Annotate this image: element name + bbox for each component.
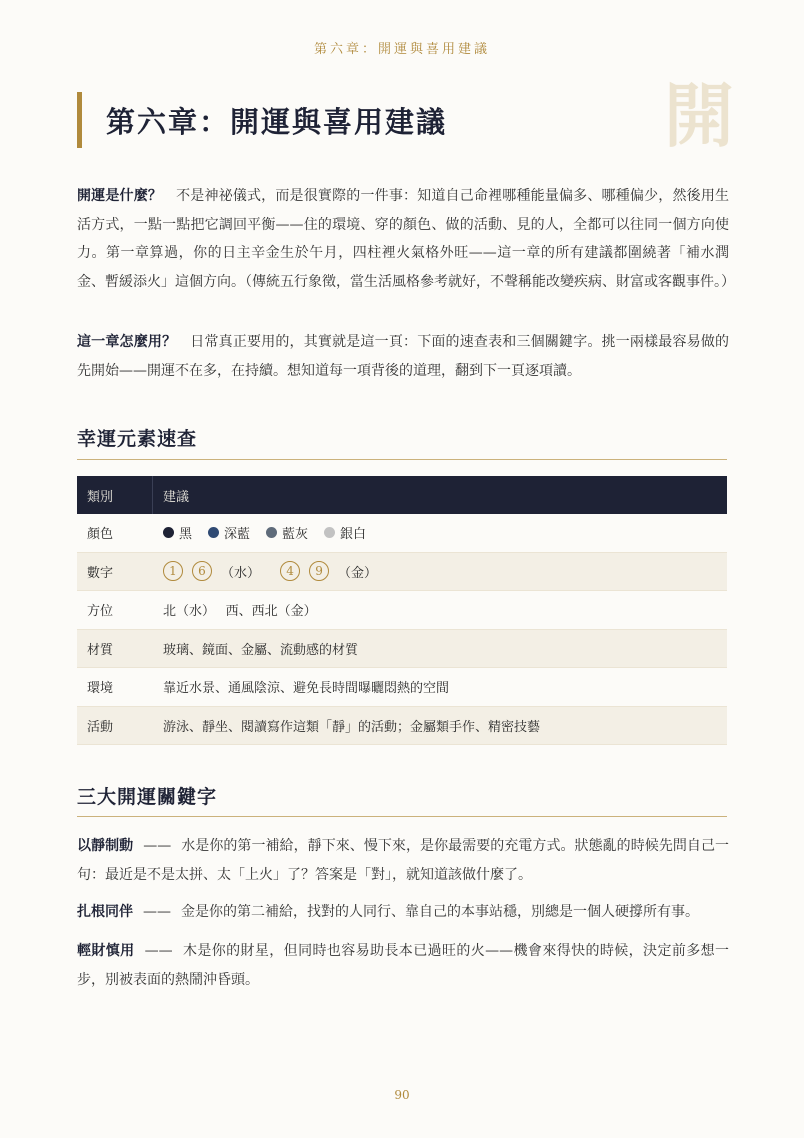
color-swatch-label: 深藍 <box>224 527 251 543</box>
lucky-heading: 幸運元素速查 <box>77 428 198 450</box>
intro-paragraph-how <box>77 328 729 385</box>
color-swatch-label: 藍灰 <box>282 527 309 543</box>
intro-label-how: 這一章怎麼用？ <box>77 334 177 350</box>
row-label: 方位 <box>87 604 114 620</box>
color-swatches <box>153 523 727 542</box>
row-label-color: 顏色 <box>87 527 114 543</box>
intro-paragraph-what <box>77 182 735 296</box>
keyword-term: 以靜制動 <box>77 838 134 854</box>
table-row-environment <box>77 668 727 707</box>
table-header-category: 類別 <box>77 476 153 514</box>
row-label: 活動 <box>87 719 114 735</box>
row-value: 北（水） 西、西北（金） <box>163 604 317 620</box>
intro-label-what: 開運是什麼？ <box>77 188 163 204</box>
running-header: 第六章：開運與喜用建議 <box>313 42 490 57</box>
keyword-text: 金是你的第二補給，找對的人同行、靠自己的本事站穩，別總是一個人硬撐所有事。 <box>181 904 699 920</box>
keywords-heading: 三大開運關鍵字 <box>77 786 218 808</box>
color-swatch-label: 銀白 <box>340 527 367 543</box>
chapter-watermark: 開 <box>664 74 734 157</box>
number-badge: 6 <box>192 561 212 581</box>
intro-text-how: 日常真正要用的，其實就是這一頁：下面的速查表和三個關鍵字。挑一兩樣最容易做的先開始——開運不在多，在持續。想知道每一項背後的道理，翻到下一頁逐項讀。 <box>77 334 730 379</box>
intro-text-what: 不是神祕儀式，而是很實際的一件事：知道自己命裡哪種能量偏多、哪種偏少，然後用生活方式，一點一點把它調回平衡——住的環境、穿的顏色、做的活動、見的人，全都可以往同一個方向使力。第一章算過，你的日主辛金生於午月，四柱裡火氣格外旺——這一章的所有建議都圍繞著「補水潤金、暫緩添火」這個方向。（傳統五行象徵，當生活風格參考就好，不聲稱能改變疾病、財富或客觀事件。） <box>77 188 735 290</box>
color-swatch <box>163 523 192 542</box>
chapter-title: 第六章：開運與喜用建議 <box>106 105 448 139</box>
row-value: 靠近水景、通風陰涼、避免長時間曝曬悶熱的空間 <box>163 681 450 697</box>
water-note: （水） <box>221 565 261 581</box>
table-row-color <box>77 514 727 553</box>
row-label: 材質 <box>87 642 114 658</box>
table-row-direction <box>77 591 727 630</box>
number-values <box>153 561 727 581</box>
row-label-number: 數字 <box>87 565 114 581</box>
keyword-term: 扎根同伴 <box>77 904 133 920</box>
table-row-activity <box>77 707 727 746</box>
table-header-row <box>77 476 727 514</box>
page-number: 90 <box>394 1088 410 1102</box>
row-label: 環境 <box>87 681 114 697</box>
keyword-item: 扎根同伴 —— 金是你的第二補給，找對的人同行、靠自己的本事站穩，別總是一個人硬撐所有事。 <box>77 904 699 920</box>
keyword-text: 水是你的第一補給，靜下來、慢下來，是你最需要的充電方式。狀態亂的時候先問自己一句：最近是不是太拼、太「上火」了？答案是「對」，就知道該做什麼了。 <box>77 838 729 883</box>
table-row-material <box>77 630 727 669</box>
table-header-advice: 建議 <box>163 489 190 505</box>
color-swatch <box>324 523 366 542</box>
number-badge: 9 <box>309 561 329 581</box>
color-dot-icon <box>324 527 335 538</box>
keywords-heading-rule <box>77 816 727 817</box>
color-dot-icon <box>163 527 174 538</box>
keyword-text: 木是你的財星，但同時也容易助長本已過旺的火——機會來得快的時候，決定前多想一步，別被表面的熱鬧沖昏頭。 <box>77 943 729 988</box>
row-value: 游泳、靜坐、閱讀寫作這類「靜」的活動；金屬類手作、精密技藝 <box>163 719 541 735</box>
color-dot-icon <box>208 527 219 538</box>
keyword-item: 以靜制動 —— 水是你的第一補給，靜下來、慢下來，是你最需要的充電方式。狀態亂的時候先問自己一句：最近是不是太拼、太「上火」了？答案是「對」，就知道該做什麼了。 <box>77 838 729 883</box>
color-swatch <box>266 523 308 542</box>
color-swatch <box>208 523 250 542</box>
chapter-accent-bar <box>77 92 82 148</box>
row-value: 玻璃、鏡面、金屬、流動感的材質 <box>163 642 359 658</box>
color-swatch-label: 黑 <box>179 527 193 543</box>
color-dot-icon <box>266 527 277 538</box>
lucky-table <box>77 476 727 745</box>
table-row-number <box>77 553 727 592</box>
keyword-term: 輕財慎用 <box>77 943 135 959</box>
number-badge: 4 <box>280 561 300 581</box>
metal-note: （金） <box>338 565 378 581</box>
number-badge: 1 <box>163 561 183 581</box>
lucky-heading-rule <box>77 459 727 460</box>
keyword-item: 輕財慎用 —— 木是你的財星，但同時也容易助長本已過旺的火——機會來得快的時候，決定前多想一步，別被表面的熱鬧沖昏頭。 <box>77 943 729 988</box>
